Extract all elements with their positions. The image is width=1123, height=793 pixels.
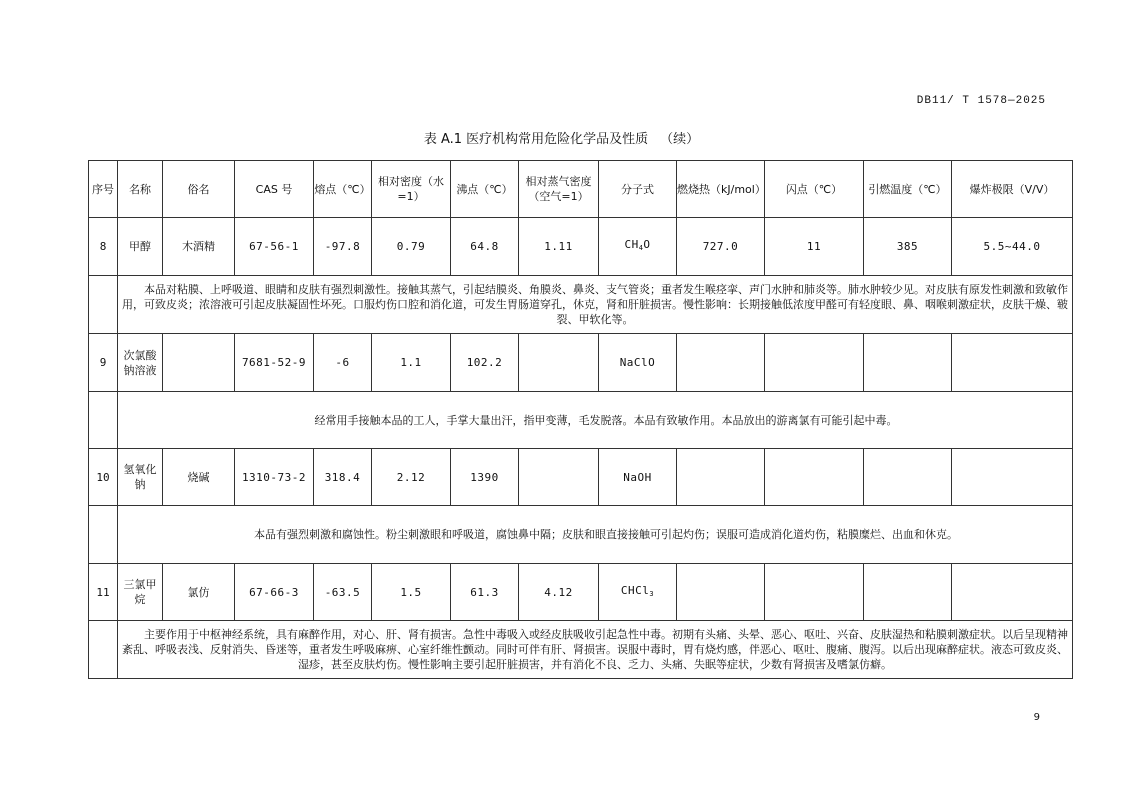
table-row-description: [89, 621, 1073, 679]
row-vapor-density: [519, 449, 599, 506]
row-name: 氢氧化钠: [118, 449, 163, 506]
row-melting-point: 318.4: [314, 449, 372, 506]
row-combustion-heat: [677, 564, 765, 621]
row-cas: 7681-52-9: [235, 334, 314, 392]
row-relative-density: 1.5: [372, 564, 451, 621]
header-vapor-density: 相对蒸气密度（空气=1）: [519, 161, 599, 218]
row-relative-density: 0.79: [372, 218, 451, 276]
row-common-name: [163, 334, 235, 392]
header-flash-point: 闪点（℃）: [765, 161, 864, 218]
row-index: 8: [89, 218, 118, 276]
table-row-description: [89, 506, 1073, 564]
row-relative-density: 1.1: [372, 334, 451, 392]
row-name: 三氯甲烷: [118, 564, 163, 621]
header-name: 名称: [118, 161, 163, 218]
description-index-cell: [89, 506, 118, 564]
row-melting-point: -63.5: [314, 564, 372, 621]
table-row-description: [89, 392, 1073, 449]
row-vapor-density: 4.12: [519, 564, 599, 621]
row-formula: CHCl$_3$: [599, 564, 677, 621]
description-index-cell: [89, 392, 118, 449]
row-flash-point: 11: [765, 218, 864, 276]
row-formula: NaOH: [599, 449, 677, 506]
table-row: [89, 564, 1073, 621]
table-title: 表 A.1 医疗机构常用危险化学品及性质: [423, 132, 649, 147]
row-formula: $CH_4O$: [599, 218, 677, 276]
row-melting-point: -97.8: [314, 218, 372, 276]
row-cas: 67-66-3: [235, 564, 314, 621]
row-boiling-point: 61.3: [451, 564, 519, 621]
row-melting-point: -6: [314, 334, 372, 392]
row-explosion-limit: 5.5~44.0: [952, 218, 1073, 276]
row-flash-point: [765, 334, 864, 392]
header-explosion-limit: 爆炸极限（V/V）: [952, 161, 1073, 218]
row-combustion-heat: [677, 334, 765, 392]
header-boiling-point: 沸点（℃）: [451, 161, 519, 218]
row-combustion-heat: [677, 449, 765, 506]
table-caption: [0, 128, 1123, 147]
header-relative-density: 相对密度（水=1）: [372, 161, 451, 218]
row-boiling-point: 64.8: [451, 218, 519, 276]
row-name: 次氯酸钠溶液: [118, 334, 163, 392]
row-index: 10: [89, 449, 118, 506]
row-common-name: 烧碱: [163, 449, 235, 506]
table-row: [89, 218, 1073, 276]
row-index: 11: [89, 564, 118, 621]
row-name: 甲醇: [118, 218, 163, 276]
header-formula: 分子式: [599, 161, 677, 218]
hazard-chemicals-table: [88, 160, 1073, 679]
row-explosion-limit: [952, 334, 1073, 392]
row-common-name: 氯仿: [163, 564, 235, 621]
row-flash-point: [765, 564, 864, 621]
row-cas: 1310-73-2: [235, 449, 314, 506]
row-common-name: 木酒精: [163, 218, 235, 276]
row-ignition-temp: 385: [864, 218, 952, 276]
row-relative-density: 2.12: [372, 449, 451, 506]
row-ignition-temp: [864, 564, 952, 621]
row-description: 经常用手接触本品的工人，手掌大量出汗，指甲变薄，毛发脱落。本品有致敏作用。本品放出的游离氯有可能引起中毒。: [118, 392, 1073, 449]
header-ignition-temp: 引燃温度（℃）: [864, 161, 952, 218]
header-index: 序号: [89, 161, 118, 218]
standard-code: DB11/ T 1578—2025: [916, 95, 1046, 107]
row-ignition-temp: [864, 334, 952, 392]
row-combustion-heat: 727.0: [677, 218, 765, 276]
row-boiling-point: 102.2: [451, 334, 519, 392]
description-index-cell: [89, 621, 118, 679]
header-common-name: 俗名: [163, 161, 235, 218]
row-formula: NaClO: [599, 334, 677, 392]
table-title-suffix: （续）: [660, 132, 700, 147]
header-cas: CAS 号: [235, 161, 314, 218]
row-index: 9: [89, 334, 118, 392]
table-header-row: [89, 161, 1073, 218]
row-description: 本品有强烈刺激和腐蚀性。粉尘刺激眼和呼吸道，腐蚀鼻中隔；皮肤和眼直接接触可引起灼伤；误服可造成消化道灼伤，粘膜糜烂、出血和休克。: [118, 506, 1073, 564]
description-index-cell: [89, 276, 118, 334]
row-cas: 67-56-1: [235, 218, 314, 276]
row-explosion-limit: [952, 449, 1073, 506]
row-description: 本品对粘膜、上呼吸道、眼睛和皮肤有强烈刺激性。接触其蒸气，引起结膜炎、角膜炎、鼻炎、支气管炎；重者发生喉痉挛、声门水肿和肺炎等。肺水肿较少见。对皮肤有原发性刺激和致敏作用，可致皮炎；浓溶液可引起皮肤凝固性坏死。口服灼伤口腔和消化道，可发生胃肠道穿孔，休克，肾和肝脏损害。慢性影响：长期接触低浓度甲醛可有轻度眼、鼻、咽喉刺激症状，皮肤干燥、皲裂、甲软化等。: [118, 276, 1073, 334]
row-flash-point: [765, 449, 864, 506]
row-vapor-density: 1.11: [519, 218, 599, 276]
header-melting-point: 熔点（℃）: [314, 161, 372, 218]
row-vapor-density: [519, 334, 599, 392]
header-combustion-heat: 燃烧热（kJ/mol）: [677, 161, 765, 218]
table-row: [89, 334, 1073, 392]
row-boiling-point: 1390: [451, 449, 519, 506]
row-ignition-temp: [864, 449, 952, 506]
row-explosion-limit: [952, 564, 1073, 621]
row-description: 主要作用于中枢神经系统，具有麻醉作用，对心、肝、肾有损害。急性中毒吸入或经皮肤吸收引起急性中毒。初期有头痛、头晕、恶心、呕吐、兴奋、皮肤湿热和粘膜刺激症状。以后呈现精神紊乱、呼吸表浅、反射消失、昏迷等，重者发生呼吸麻痹、心室纤维性颤动。同时可伴有肝、肾损害。误服中毒时，胃有烧灼感，伴恶心、呕吐、腹痛、腹泻。以后出现麻醉症状。液态可致皮炎、湿疹，甚至皮肤灼伤。慢性影响主要引起肝脏损害，并有消化不良、乏力、头痛、失眠等症状，少数有肾损害及嗜氯仿癖。: [118, 621, 1073, 679]
table-row: [89, 449, 1073, 506]
page-number: 9: [1033, 712, 1040, 723]
table-row-description: [89, 276, 1073, 334]
